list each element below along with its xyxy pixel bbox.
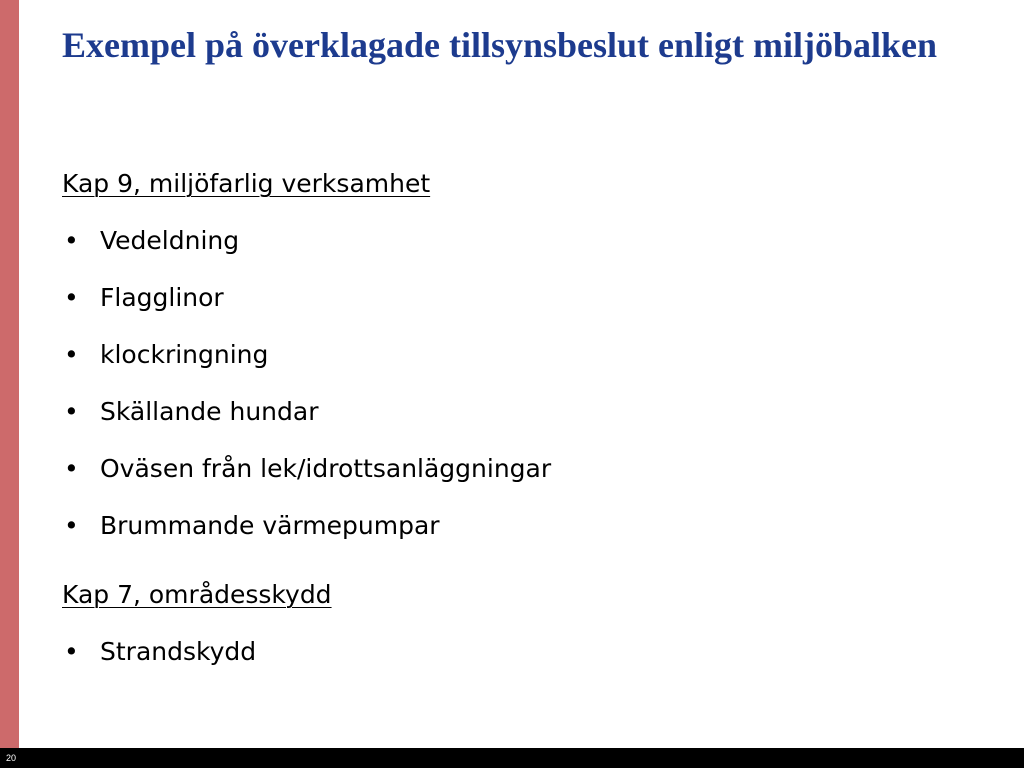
section-heading: Kap 7, områdesskydd <box>62 580 332 609</box>
list-item-text: Vedeldning <box>100 226 240 255</box>
list-item <box>62 454 551 484</box>
bullet-icon: • <box>64 637 79 666</box>
list-item <box>62 340 551 370</box>
section-kap7 <box>62 580 332 667</box>
list-item <box>62 397 551 427</box>
left-accent-bar <box>0 0 19 748</box>
list-item-text: Oväsen från lek/idrottsanläggningar <box>100 454 552 483</box>
list-item <box>62 226 551 256</box>
list-item-text: Brummande värmepumpar <box>100 511 440 540</box>
list-item-text: klockringning <box>100 340 269 369</box>
bullet-list <box>62 637 332 667</box>
bullet-icon: • <box>64 226 79 255</box>
list-item <box>62 511 551 541</box>
bullet-icon: • <box>64 397 79 426</box>
list-item <box>62 283 551 313</box>
bullet-icon: • <box>64 283 79 312</box>
section-kap9 <box>62 169 551 541</box>
page-number: 20 <box>6 753 17 763</box>
bullet-icon: • <box>64 454 79 483</box>
bullet-list <box>62 226 551 541</box>
slide-title: Exempel på överklagade tillsynsbeslut enligt miljöbalken <box>62 25 938 65</box>
list-item <box>62 637 332 667</box>
list-item-text: Skällande hundar <box>100 397 319 426</box>
bullet-icon: • <box>64 340 79 369</box>
list-item-text: Flagglinor <box>100 283 224 312</box>
list-item-text: Strandskydd <box>100 637 257 666</box>
section-heading: Kap 9, miljöfarlig verksamhet <box>62 169 431 198</box>
bullet-icon: • <box>64 511 79 540</box>
footer-bar <box>0 748 1024 768</box>
